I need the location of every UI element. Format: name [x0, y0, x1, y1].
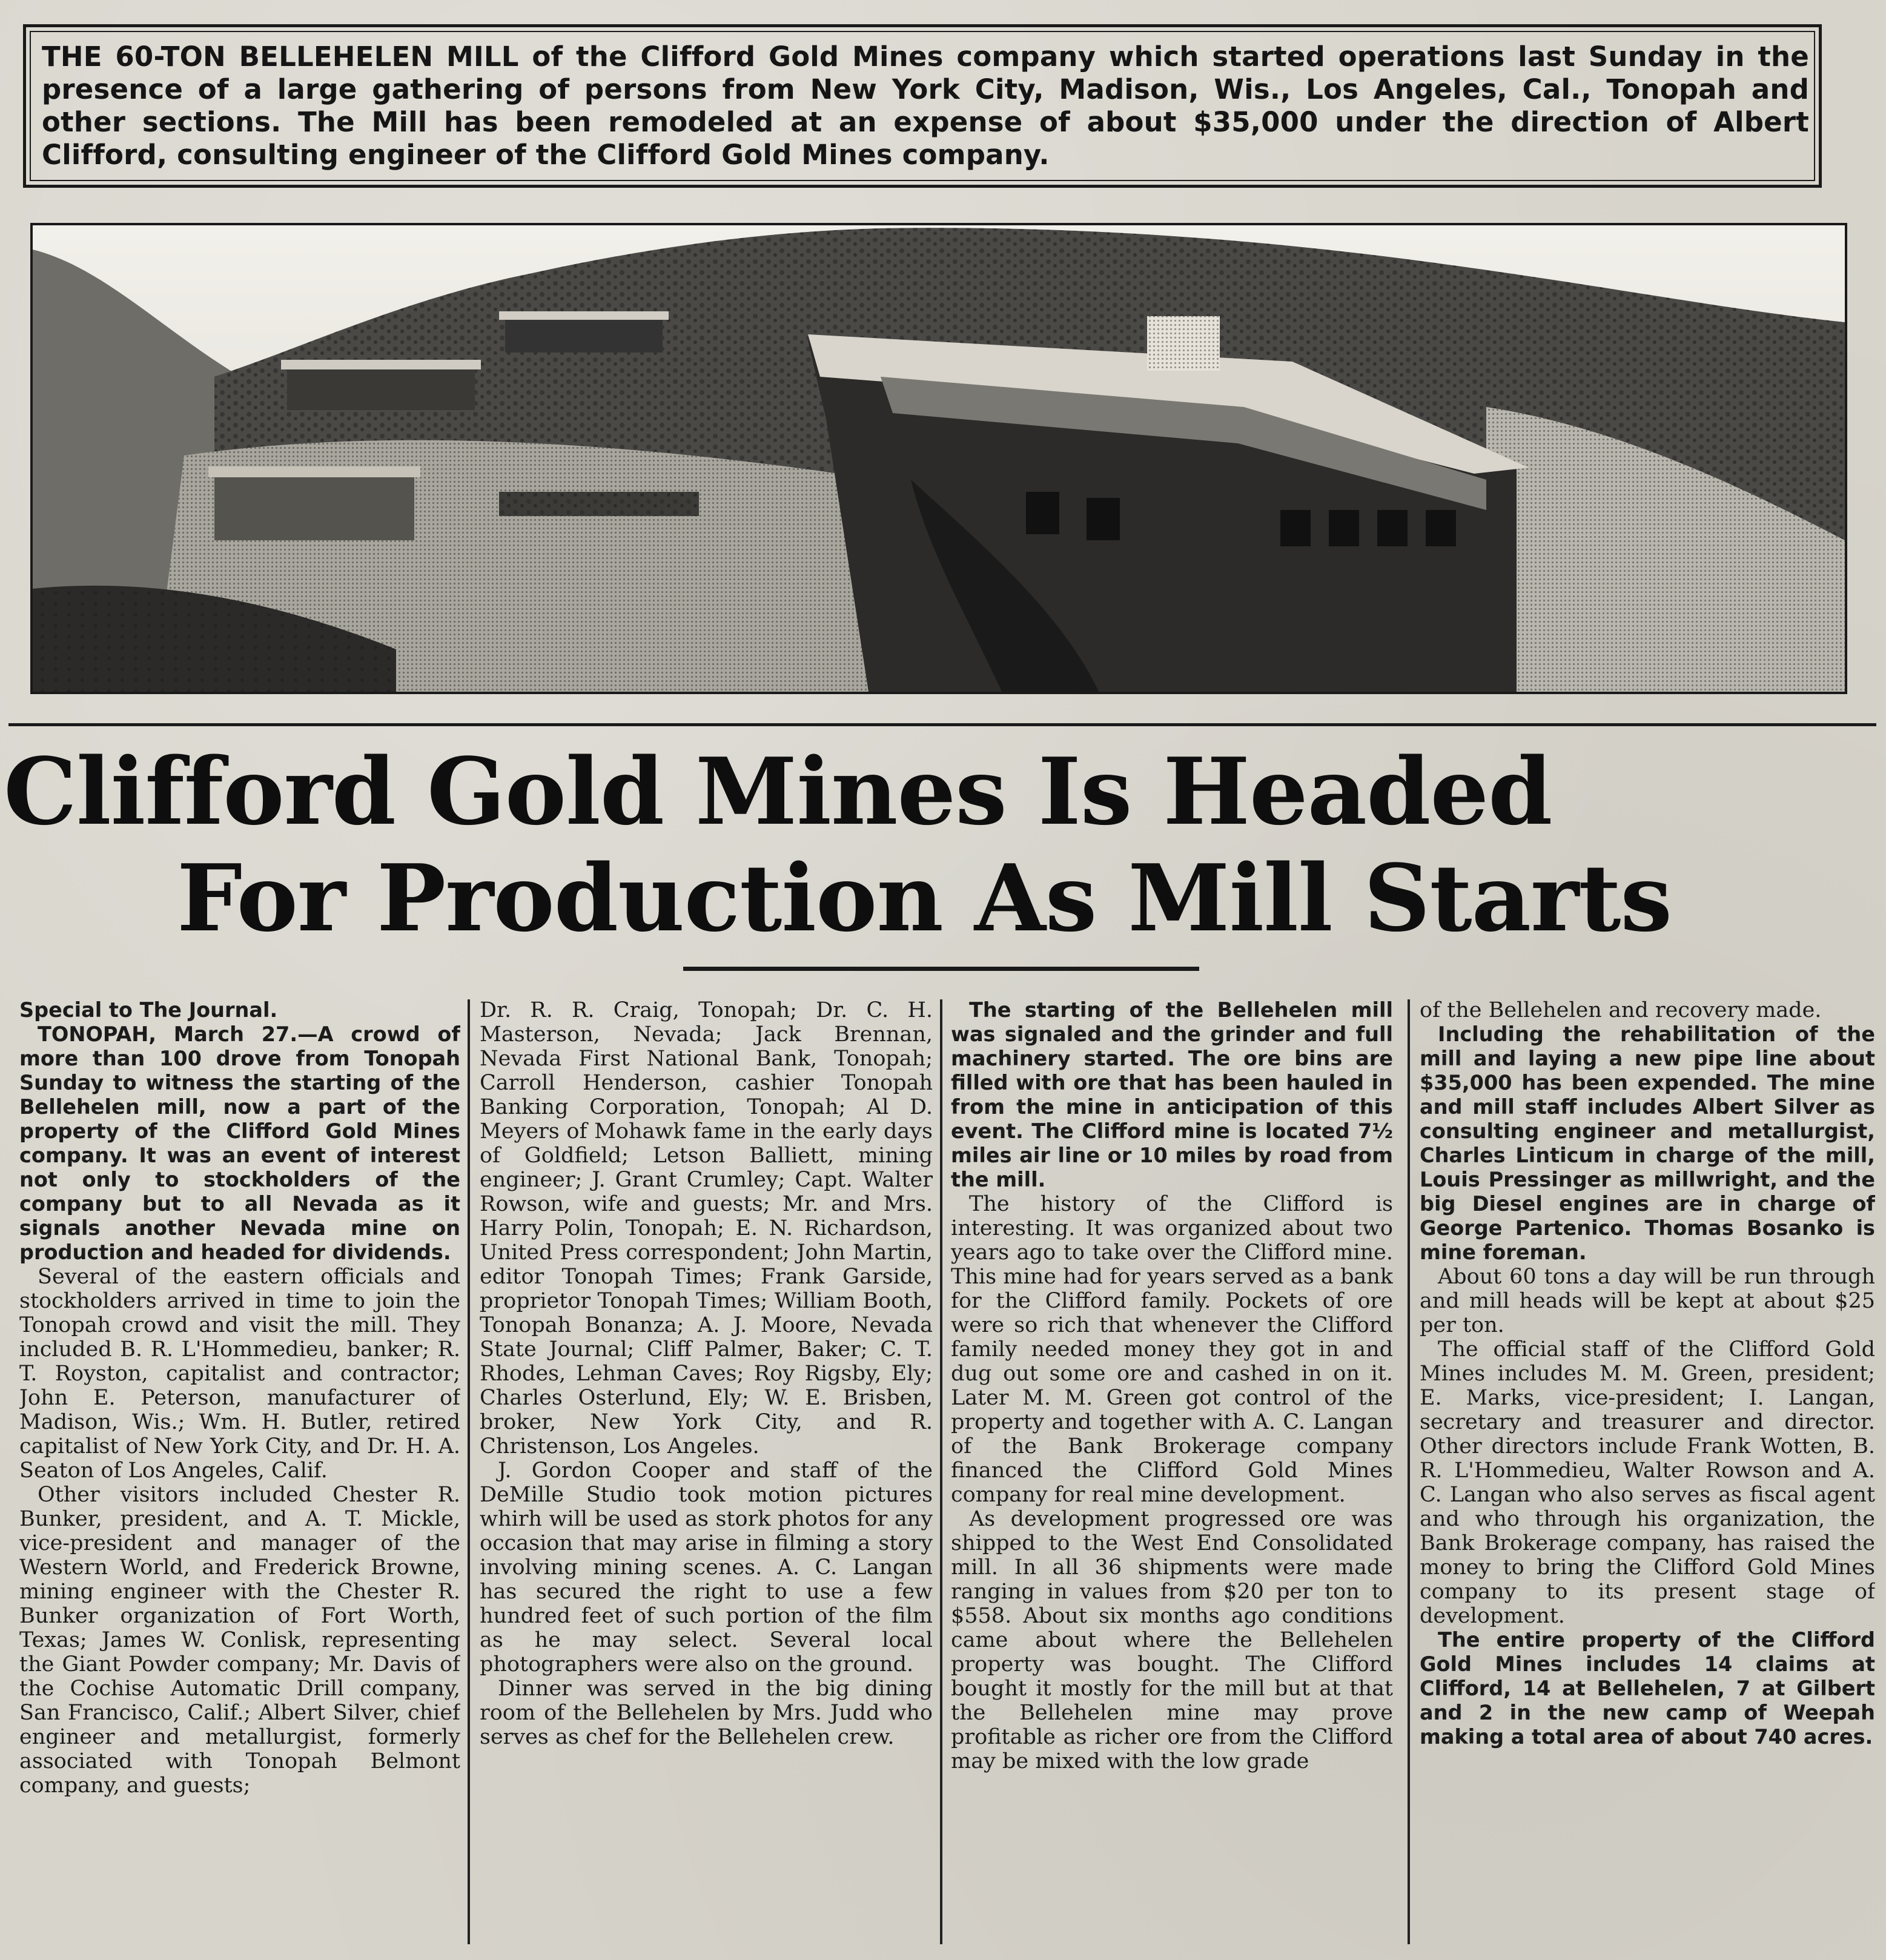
byline: Special to The Journal. [19, 998, 278, 1022]
headline-underline-rule [683, 967, 1199, 971]
article-paragraph: The starting of the Bellehelen mill was signaled and the grinder and full machinery started. The ore bins are filled with ore that has been hauled in from the mine in anticipation of this event. The Clifford mine is located 7½ miles air line or 10 miles by road from the mill. [951, 998, 1393, 1191]
article-paragraph: Dr. R. R. Craig, Tonopah; Dr. C. H. Masterson, Nevada; Jack Brennan, Nevada First National Bank, Tonopah; Carroll Henderson, cashier Tonopah Banking Corporation, Tonopah; Al D. Meyers of Mohawk fame in the early days of Goldfield; Letson Balliett, mining engineer; J. Grant Crumley; Capt. Walter Rowson, wife and guests; Mr. and Mrs. Harry Polin, Tonopah; E. N. Richardson, United Press correspondent; John Martin, editor Tonopah Times; Frank Garside, proprietor Tonopah Times; William Booth, Tonopah Bonanza; A. J. Moore, Nevada State Journal; Cliff Palmer, Baker; C. T. Rhodes, Lehman Caves; Roy Rigsby, Ely; Charles Osterlund, Ely; W. E. Brisben, broker, New York City, and R. Christenson, Los Angeles. [480, 998, 933, 1458]
article-paragraph: of the Bellehelen and recovery made. [1420, 998, 1822, 1022]
headline-line-1: Clifford Gold Mines Is Headed [4, 737, 1552, 846]
article-paragraph: Several of the eastern officials and stockholders arrived in time to join the Tonopah crowd and visit the mill. They included B. R. L'Hommedieu, banker; R. T. Royston, capitalist and contractor; John E. Peterson, manufacturer of Madison, Wis.; Wm. H. Butler, retired capitalist of New York City, and Dr. H. A. Seaton of Los Angeles, Calif. [19, 1265, 460, 1483]
mill-photo-illustration [33, 225, 1845, 692]
photo-caption: THE 60-TON BELLEHELEN MILL of the Clifford Gold Mines company which started operations last Sunday in the presence of a large gathering of persons from New York City, Madison, Wis., Los Angeles, Cal., Tonopah and other sections. The Mill has been remodeled at an expense of about $35,000 under the direction of Albert Clifford, consulting engineer of the Clifford Gold Mines company. [42, 41, 1809, 171]
article-paragraph: About 60 tons a day will be run through and mill heads will be kept at about $25 per ton. [1420, 1265, 1875, 1337]
article-paragraph: J. Gordon Cooper and staff of the DeMille Studio took motion pictures whirh will be used as stork photos for any occasion that may arise in filming a story involving mining scenes. A. C. Langan has secured the right to use a few hundred feet of such portion of the film as he may select. Several local photographers were also on the ground. [480, 1458, 933, 1677]
mill-photograph [30, 223, 1847, 694]
column-rule [468, 999, 470, 1944]
lead-paragraph: TONOPAH, March 27.—A crowd of more than 100 drove from Tonopah Sunday to witness the starting of the Bellehelen mill, now a part of the property of the Clifford Gold Mines company. It was an event of interest not only to stockholders of the company but to all Nevada as it signals another Nevada mine on production and headed for dividends. [19, 1022, 460, 1264]
photo-caption-box [23, 24, 1822, 188]
article-paragraph: Including the rehabilitation of the mill and laying a new pipe line about $35,000 has been expended. The mine and mill staff includes Albert Silver as consulting engineer and metallurgist, Charles Linticum in charge of the mill, Louis Pressinger as millwright, and the big Diesel engines are in charge of George Partenico. Thomas Bosanko is mine foreman. [1420, 1022, 1875, 1264]
article-column-2 [480, 998, 933, 1960]
column-rule [1408, 999, 1410, 1944]
article-column-4 [1420, 998, 1875, 1960]
article-paragraph: Dinner was served in the big dining room of the Bellehelen by Mrs. Judd who serves as chef for the Bellehelen crew. [480, 1677, 933, 1749]
article-column-3 [951, 998, 1393, 1960]
headline-line-2: For Production As Mill Starts [177, 844, 1672, 952]
article-paragraph: Other visitors included Chester R. Bunker, president, and A. T. Mickle, vice-president and manager of the Western World, and Frederick Browne, mining engineer with the Chester R. Bunker organization of Fort Worth, Texas; James W. Conlisk, representing the Giant Powder company; Mr. Davis of the Cochise Automatic Drill company, San Francisco, Calif.; Albert Silver, chief engineer and metallurgist, formerly associated with Tonopah Belmont company, and guests; [19, 1483, 460, 1798]
article-paragraph: The entire property of the Clifford Gold Mines includes 14 claims at Clifford, 14 at Bellehelen, 7 at Gilbert and 2 in the new camp of Weepah making a total area of about 740 acres. [1420, 1628, 1875, 1749]
column-rule [940, 999, 942, 1944]
article-paragraph: The history of the Clifford is interesting. It was organized about two years ago to take over the Clifford mine. This mine had for years served as a bank for the Clifford family. Pockets of ore were so rich that whenever the Clifford family needed money they got in and dug out some ore and cashed in on it. Later M. M. Green got control of the property and together with A. C. Langan of the Bank Brokerage company financed the Clifford Gold Mines company for real mine development. [951, 1192, 1393, 1507]
divider-rule [8, 723, 1876, 726]
article-paragraph: As development progressed ore was shipped to the West End Consolidated mill. In all 36 shipments were made ranging in values from $20 per ton to $558. About six months ago conditions came about where the Bellehelen property was bought. The Clifford bought it mostly for the mill but at that the Bellehelen mine may prove profitable as richer ore from the Clifford may be mixed with the low grade [951, 1507, 1393, 1773]
article-paragraph: The official staff of the Clifford Gold Mines includes M. M. Green, president; E. Marks, vice-president; I. Langan, secretary and treasurer and director. Other directors include Frank Wotten, B. R. L'Hommedieu, Walter Rowson and A. C. Langan who also serves as fiscal agent and who through his organization, the Bank Brokerage company, has raised the money to bring the Clifford Gold Mines company to its present stage of development. [1420, 1337, 1875, 1628]
article-column-1 [19, 998, 460, 1960]
